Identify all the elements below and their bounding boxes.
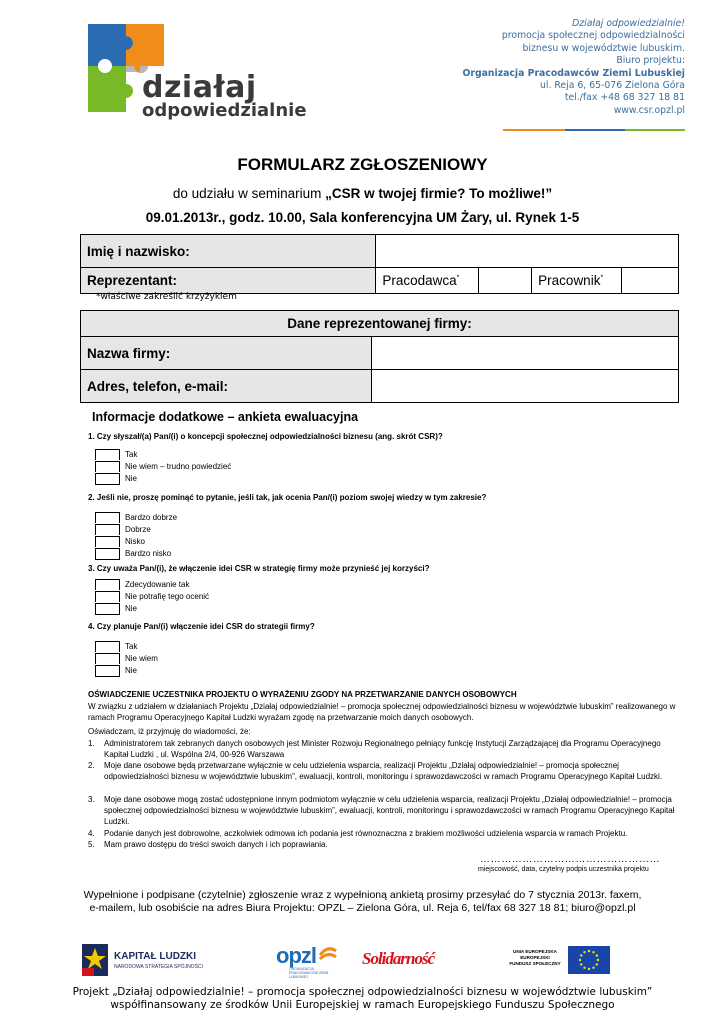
opzl-logo-mark bbox=[318, 945, 338, 965]
consent-intro: W związku z udziałem w działaniach Projektu „Działaj odpowiedzialnie! – promocja społecznej odpowiedzialności biznesu w województwie lubuskim” realizowanego w ramach Programu Operacyjnego Kapitał Ludzki wyrażam zgodę na przetwarzanie moich danych osobowych. bbox=[88, 702, 676, 722]
eu-line-1: UNIA EUROPEJSKA bbox=[513, 949, 557, 954]
q4-option-3: Nie bbox=[125, 666, 138, 675]
opzl-swirl-icon bbox=[318, 945, 338, 965]
option-employee-label bbox=[532, 268, 622, 294]
q2-checkbox-4[interactable] bbox=[95, 548, 120, 560]
participant-table bbox=[80, 234, 679, 294]
consent-item-number: 4. bbox=[88, 829, 95, 838]
header-color-bar bbox=[503, 129, 685, 131]
consent-item-text: Moje dane osobowe będą przetwarzane wyłącznie w celu udzielenia wsparcia, realizacji Projektu „Działaj odpowiedzialnie! – promocja społecznej odpowiedzialności biznesu w województwie lubuskim”, ewaluacji, kontroli, monitoringu i sprawozdawczości w ramach Programu Operacyjnego Kapitał Ludzki. bbox=[104, 761, 663, 781]
header-contact-block bbox=[463, 18, 685, 117]
table-row bbox=[81, 370, 679, 403]
q4-option-1: Tak bbox=[125, 642, 138, 651]
consent-item-number: 2. bbox=[88, 761, 95, 770]
table-row bbox=[81, 337, 679, 370]
header-office-label: Biuro projektu: bbox=[616, 55, 685, 67]
option-employee-checkbox[interactable] bbox=[622, 268, 679, 294]
kapital-ludzki-logo bbox=[80, 942, 110, 978]
q2-checkbox-1[interactable] bbox=[95, 512, 120, 523]
opzl-logo-text: opzl bbox=[276, 943, 316, 968]
q4-option-2: Nie wiem bbox=[125, 654, 158, 663]
name-field[interactable] bbox=[376, 235, 679, 268]
kapital-ludzki-subtitle: NARODOWA STRATEGIA SPÓJNOŚCI bbox=[114, 964, 203, 970]
q1-checkbox-1[interactable] bbox=[95, 449, 120, 460]
option-employee-text: Pracownik bbox=[538, 273, 601, 288]
consent-item-text: Moje dane osobowe mogą zostać udostępnione innym podmiotom wyłącznie w celu udzielenia wsparcia, realizacji Projektu „Działaj odpowiedzialnie! – promocja społecznej odpowiedzialności biznesu w województwie lubuskim”, ewaluacji, kontroli, monitoringu i sprawozdawczości w ramach Programu Operacyjnego Kapitał Ludzki. bbox=[104, 795, 675, 826]
consent-item-text: Mam prawo dostępu do treści swoich danych i ich poprawiania. bbox=[104, 840, 328, 849]
eu-line-3: FUNDUSZ SPOŁECZNY bbox=[509, 961, 561, 967]
solidarnosc-logo: Solidarność bbox=[362, 949, 435, 968]
consent-item-number: 3. bbox=[88, 795, 95, 804]
signature-label: miejscowość, data, czytelny podpis uczestnika projektu bbox=[478, 866, 649, 873]
q1-option-2: Nie wiem – trudno powiedzieć bbox=[125, 462, 232, 471]
consent-title: OŚWIADCZENIE UCZESTNIKA PROJEKTU O WYRAŻENIU ZGODY NA PRZETWARZANIE DANYCH OSOBOWYCH bbox=[88, 690, 517, 699]
question-1: 1. Czy słyszał/(a) Pan/(i) o koncepcji społecznej odpowiedzialności biznesu (ang. skrót CSR)? bbox=[88, 432, 443, 441]
footer-line-1: Projekt „Działaj odpowiedzialnie! – promocja społecznej odpowiedzialności biznesu w województwie lubuskim” bbox=[72, 986, 653, 998]
subtitle-prefix: do udziału w seminarium bbox=[172, 186, 326, 201]
asterisk-mark: * bbox=[456, 274, 460, 282]
question-4: 4. Czy planuje Pan/(i) włączenie idei CSR do strategii firmy? bbox=[88, 622, 315, 631]
company-table bbox=[80, 310, 679, 403]
company-section-header: Dane reprezentowanej firmy: bbox=[81, 311, 679, 337]
eu-flag-icon bbox=[568, 946, 610, 974]
q2-option-4: Bardzo nisko bbox=[125, 549, 172, 558]
consent-intro-2: Oświadczam, iż przyjmuję do wiadomości, że: bbox=[88, 727, 251, 736]
seminar-name: „CSR w twojej firmie? To możliwe!” bbox=[325, 186, 553, 201]
option-employer-label bbox=[376, 268, 479, 294]
q3-checkbox-3[interactable] bbox=[95, 603, 120, 615]
q2-option-3: Nisko bbox=[125, 537, 146, 546]
eu-logo-text bbox=[505, 949, 565, 968]
q1-checkbox-3[interactable] bbox=[95, 473, 120, 485]
table-row bbox=[81, 235, 679, 268]
q4-checkbox-1[interactable] bbox=[95, 641, 120, 652]
logo-word-dzialaj: działaj bbox=[142, 70, 257, 105]
instructions-line-1: Wypełnione i podpisane (czytelnie) zgłoszenie wraz z wypełnioną ankietą prosimy przesyłać do 7 stycznia 2013r. faxem, bbox=[83, 889, 642, 901]
opzl-logo-subtitle: ORGANIZACJA PRACODAWCÓW ZIEMI LUBUSKIEJ bbox=[289, 967, 329, 979]
q2-option-1: Bardzo dobrze bbox=[125, 513, 178, 522]
q1-checkbox-2[interactable] bbox=[95, 461, 120, 472]
form-title: FORMULARZ ZGŁOSZENIOWY bbox=[237, 155, 488, 174]
q3-option-2: Nie potrafię tego ocenić bbox=[125, 592, 210, 601]
table-row bbox=[81, 311, 679, 337]
kapital-ludzki-title: KAPITAŁ LUDZKI bbox=[114, 951, 197, 962]
survey-title: Informacje dodatkowe – ankieta ewaluacyjna bbox=[92, 410, 359, 424]
q2-checkbox-2[interactable] bbox=[95, 524, 120, 535]
footer-line-2: współfinansowany ze środków Unii Europejskiej w ramach Europejskiego Funduszu Społecznego bbox=[110, 998, 615, 1011]
consent-item-number: 5. bbox=[88, 840, 95, 849]
q4-checkbox-3[interactable] bbox=[95, 665, 120, 677]
company-name-label: Nazwa firmy: bbox=[81, 337, 372, 370]
header-address: ul. Reja 6, 65-076 Zielona Góra bbox=[540, 80, 685, 92]
logo-word-odpowiedzialnie: odpowiedzialnie bbox=[142, 100, 307, 121]
header-project-desc-2: biznesu w województwie lubuskim. bbox=[522, 42, 685, 54]
company-name-field[interactable] bbox=[372, 337, 679, 370]
company-address-field[interactable] bbox=[372, 370, 679, 403]
q3-option-3: Nie bbox=[125, 604, 138, 613]
footnote: *właściwe zakreślić krzyżykiem bbox=[96, 292, 237, 302]
header-website[interactable]: www.csr.opzl.pl bbox=[613, 104, 685, 116]
option-employer-checkbox[interactable] bbox=[479, 268, 532, 294]
table-row bbox=[81, 268, 679, 294]
q1-option-3: Nie bbox=[125, 474, 138, 483]
option-employer-text: Pracodawca bbox=[382, 273, 457, 288]
header-project-desc-1: promocja społecznej odpowiedzialności bbox=[501, 30, 685, 42]
eu-line-2: EUROPEJSKI bbox=[520, 955, 550, 961]
signature-line[interactable]: …………………………………………… bbox=[480, 854, 661, 865]
question-2: 2. Jeśli nie, proszę pominąć to pytanie, jeśli tak, jak ocenia Pan/(i) poziom swojej wiedzy w tym zakresie? bbox=[88, 493, 487, 502]
consent-item-number: 1. bbox=[88, 739, 95, 748]
event-details: 09.01.2013r., godz. 10.00, Sala konferencyjna UM Żary, ul. Rynek 1-5 bbox=[145, 210, 580, 225]
q2-option-2: Dobrze bbox=[125, 525, 151, 534]
submission-instructions bbox=[0, 889, 725, 915]
kapital-ludzki-icon bbox=[80, 942, 110, 978]
instructions-line-2: e-mailem, lub osobiście na adres Biura Projektu: OPZL – Zielona Góra, ul. Reja 6, tel/fax 68 327 18 81; biuro@opzl.pl bbox=[89, 902, 636, 914]
q1-option-1: Tak bbox=[125, 450, 138, 459]
project-footer bbox=[0, 986, 725, 1011]
consent-item-text: Administratorem tak zebranych danych osobowych jest Minister Rozwoju Regionalnego pełniący funkcję Instytucji Zarządzającej dla Programu Operacyjnego Kapitał Ludzki , ul. Wspólna 2/4, 00-926 Warszawa bbox=[104, 739, 661, 759]
name-label: Imię i nazwisko: bbox=[81, 235, 376, 268]
question-3: 3. Czy uważa Pan/(i), że włączenie idei CSR w strategię firmy może przynieść jej korzyści? bbox=[88, 564, 430, 573]
header-phone: tel./fax +48 68 327 18 81 bbox=[564, 92, 685, 104]
consent-item-text: Podanie danych jest dobrowolne, aczkolwiek odmowa ich podania jest równoznaczna z brakiem możliwości udzielenia wsparcia w ramach Projektu. bbox=[104, 829, 628, 838]
seminar-subtitle bbox=[0, 186, 725, 201]
header-project-name: Działaj odpowiedzialnie! bbox=[572, 18, 685, 29]
representative-label: Reprezentant: bbox=[81, 268, 376, 294]
eu-stars-icon bbox=[568, 946, 610, 974]
q3-checkbox-1[interactable] bbox=[95, 579, 120, 590]
company-address-label: Adres, telefon, e-mail: bbox=[81, 370, 372, 403]
header-org-name: Organizacja Pracodawców Ziemi Lubuskiej bbox=[462, 67, 685, 79]
q3-option-1: Zdecydowanie tak bbox=[125, 580, 190, 589]
q2-checkbox-3[interactable] bbox=[95, 536, 120, 547]
asterisk-mark: * bbox=[600, 274, 604, 282]
q3-checkbox-2[interactable] bbox=[95, 591, 120, 602]
q4-checkbox-2[interactable] bbox=[95, 653, 120, 664]
